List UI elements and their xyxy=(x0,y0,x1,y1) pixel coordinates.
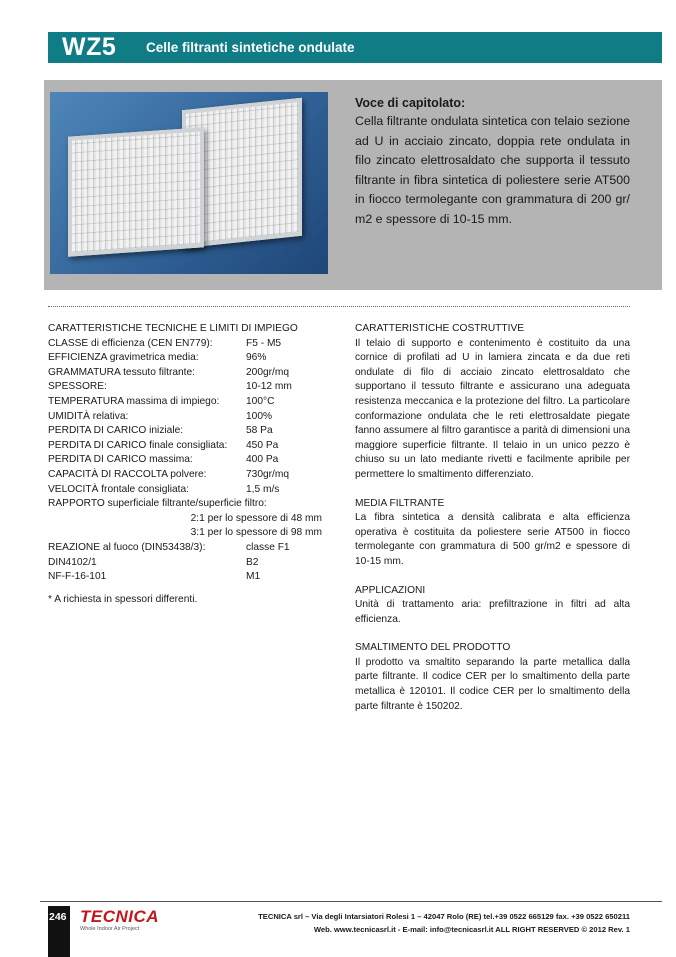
section-costruttive xyxy=(355,322,630,483)
spec-row: CAPACITÀ DI RACCOLTA polvere: 730gr/mq xyxy=(48,468,290,480)
footer-web: Web. www.tecnicasrl.it - E-mail: info@tecnicasrl.it ALL RIGHT RESERVED © 2012 Rev. 1 xyxy=(313,925,630,934)
capitolato-text: Cella filtrante ondulata sintetica con telaio sezione ad U in acciaio zincato, doppia rete ondulata in filo zincato elettrosaldato che supporta il tessuto filtrante in fibra sintetica di poliestere serie AT500 in fiocco termolegante con grammatura di 200 gr/ m2 e spessore di 10-15 mm. xyxy=(355,114,630,226)
specs-column xyxy=(48,322,328,607)
header-bar xyxy=(48,32,662,63)
dotted-divider xyxy=(48,306,630,307)
company-logo xyxy=(80,907,159,932)
specs-note: * A richiesta in spessori differenti. xyxy=(48,593,198,605)
spec-row: DIN4102/1 B2 xyxy=(48,556,259,568)
section-title: SMALTIMENTO DEL PRODOTTO xyxy=(355,642,511,654)
page-title: Celle filtranti sintetiche ondulate xyxy=(146,40,355,55)
section-text: La fibra sintetica a densità calibrata e alta efficienza operativa è costituita da poliestere serie AT500 in fiocco termolegante con grammatura di 500 gr/m2 e spessore di 10-15 mm. xyxy=(355,512,630,567)
section-text: Il telaio di supporto e contenimento è costituito da una cornice di profilati ad U in lamiera zincata e da due reti ondulate di filo di acciaio zincato elettrosaldato che supportano il tessuto filtrante e assicurano una adeguata resistenza meccanica e la protezione del filtro. La particolare conformazione ondulata che le reti elettrosaldate piegate fanno assumere al filtro garantisce a parità di dimensioni una maggiore superficie filtrante. Il telaio in un unico pezzo è chiuso su un lato mediante rivetti e facilmente apribile per permettere lo smaltimento differenziato. xyxy=(355,337,630,480)
section-text: Il prodotto va smaltito separando la parte metallica dalla parte filtrante. Il codice CER per lo smaltimento della parte metallica è 120101. Il codice CER per lo smaltimento della parte filtrante è 150202. xyxy=(355,656,630,712)
section-media xyxy=(355,497,630,570)
description-column xyxy=(355,322,630,728)
footer-divider xyxy=(40,901,662,902)
ratio-line: 3:1 per lo spessore di 98 mm xyxy=(190,527,322,539)
spec-row: REAZIONE al fuoco (DIN53438/3): classe F1 xyxy=(48,541,290,553)
spec-row: UMIDITÀ relativa: 100% xyxy=(48,410,273,422)
section-title: MEDIA FILTRANTE xyxy=(355,497,445,509)
product-photo xyxy=(50,92,328,274)
capitolato-title: Voce di capitolato: xyxy=(355,96,466,110)
ratio-line: 2:1 per lo spessore di 48 mm xyxy=(190,512,322,524)
footer-contacts xyxy=(258,910,630,936)
section-text: Unità di trattamento aria: prefiltrazione in filtri ad alta efficienza. xyxy=(355,599,630,625)
specs-title: CARATTERISTICHE TECNICHE E LIMITI DI IMPIEGO xyxy=(48,323,298,334)
spec-row: EFFICIENZA gravimetrica media: 96% xyxy=(48,352,267,364)
page-number: 246 xyxy=(49,911,67,923)
spec-row: PERDITA DI CARICO massima: 400 Pa xyxy=(48,454,279,466)
section-title: CARATTERISTICHE COSTRUTTIVE xyxy=(355,323,525,334)
spec-row: PERDITA DI CARICO iniziale: 58 Pa xyxy=(48,425,273,437)
logo-tagline: Whole Indoor Air Project xyxy=(80,926,140,932)
spec-row: SPESSORE: 10-12 mm xyxy=(48,381,292,393)
spec-row: VELOCITÀ frontale consigliata: 1,5 m/s xyxy=(48,483,280,495)
section-smaltimento xyxy=(355,641,630,714)
spec-row: GRAMMATURA tessuto filtrante: 200gr/mq xyxy=(48,366,290,378)
capitolato-box xyxy=(355,96,630,229)
spec-row: CLASSE di efficienza (CEN EN779): F5 - M5 xyxy=(48,337,282,349)
ratio-label: RAPPORTO superficiale filtrante/superficie filtro: xyxy=(48,498,267,510)
section-title: APPLICAZIONI xyxy=(355,584,426,596)
logo-wordmark: TECNICA xyxy=(80,907,160,926)
spec-row: PERDITA DI CARICO finale consigliata: 450 Pa xyxy=(48,439,279,451)
section-applicazioni xyxy=(355,584,630,628)
product-code: WZ5 xyxy=(62,33,117,61)
filter-cell-front xyxy=(68,127,204,257)
spec-row: NF-F-16-101 M1 xyxy=(48,571,261,583)
spec-row: TEMPERATURA massima di impiego: 100°C xyxy=(48,395,275,407)
footer-address: TECNICA srl – Via degli Intarsiatori Rolesi 1 – 42047 Rolo (RE) tel.+39 0522 665129 fax. +39 0522 650211 xyxy=(258,912,630,921)
page-number-tab xyxy=(48,906,70,957)
